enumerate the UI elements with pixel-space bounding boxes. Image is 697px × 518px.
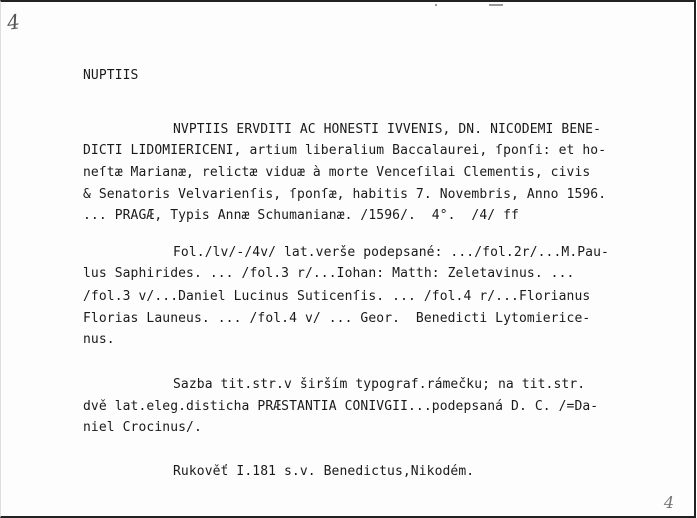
- title-line: & Senatoris Velvarienſis, ſponſæ, habitis 7. Novembris, Anno 1596.: [83, 187, 607, 202]
- scan-speck: [435, 4, 437, 6]
- note-line: dvě lat.eleg.disticha PRÆSTANTIA CONIVGII...podepsaná D. C. /=Da-: [83, 399, 599, 414]
- note-line: niel Crocinus/.: [83, 420, 202, 435]
- contents-line: lus Saphirides. ... /fol.3 r/...Iohan: Matth: Zeletavinus. ...: [83, 266, 575, 281]
- handwritten-mark-bottom-right: 4: [663, 493, 674, 512]
- title-line: NVPTIIS ERVDITI AC HONESTI IVVENIS, DN. NICODEMI BENE-: [173, 122, 602, 137]
- note-line: Sazba tit.str.v širším typograf.rámečku; na tit.str.: [173, 377, 586, 392]
- contents-line: Fol./lv/-/4v/ lat.verše podepsané: .../fol.2r/...M.Pau-: [173, 245, 609, 260]
- title-line: DICTI LIDOMIERICENI, artium liberalium Baccalaurei, ſponſi: et ho-: [83, 143, 607, 158]
- scan-speck: [489, 4, 503, 6]
- contents-line: nus.: [83, 332, 115, 347]
- reference-line: Rukověť I.181 s.v. Benedictus,Nikodém.: [173, 464, 475, 479]
- title-line: neſtæ Marianæ, relictæ viduæ à morte Venceſilai Clementis, civis: [83, 165, 591, 180]
- handwritten-mark-top-left: 4: [5, 9, 22, 35]
- card-heading: NUPTIIS: [83, 68, 139, 83]
- contents-line: /fol.3 v/...Daniel Lucinus Suticenſis. ... /fol.4 r/...Florianus: [83, 289, 591, 304]
- imprint-line: ... PRAGÆ, Typis Annæ Schumanianæ. /1596/. 4°. /4/ ff: [83, 208, 519, 223]
- contents-line: Florias Launeus. ... /fol.4 v/ ... Geor. Benedicti Lytomierice-: [83, 311, 591, 326]
